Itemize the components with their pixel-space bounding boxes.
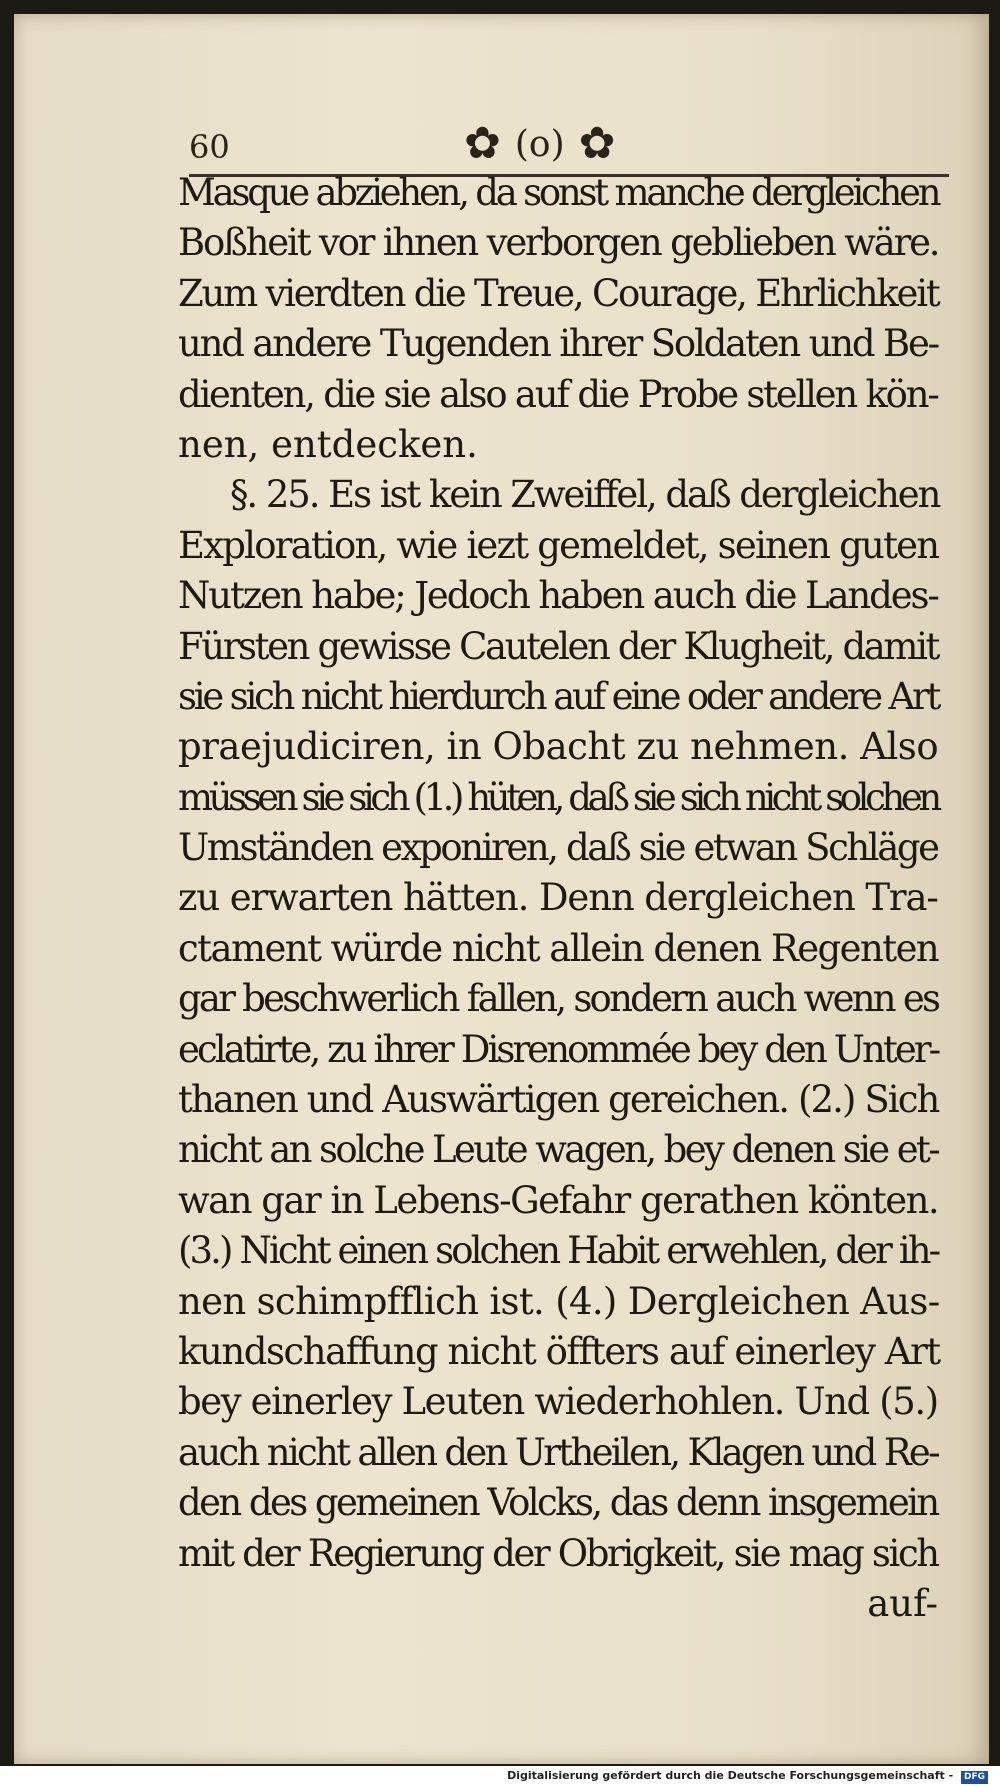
header-center-mark: (o) (514, 123, 565, 165)
text-line: den des gemeinen Volcks, das denn insgemein (178, 1481, 938, 1525)
text-line: nicht an solche Leute wagen, bey denen sie et- (178, 1128, 939, 1172)
rosette-ornament-right-icon: ✿ (578, 118, 616, 169)
text-line: nen, entdecken. (178, 422, 478, 466)
digitization-credit (0, 1766, 1000, 1786)
page-number: 60 (189, 128, 230, 166)
credit-text: Digitalisierung gefördert durch die Deutsche Forschungsgemeinschaft - (507, 1769, 954, 1782)
page-body-text (178, 168, 938, 1629)
text-line: Boßheit vor ihnen verborgen geblieben wäre. (178, 221, 939, 265)
text-line: Zum vierdten die Treue, Courage, Ehrlichkeit (178, 271, 939, 315)
text-line: thanen und Auswärtigen gereichen. (2.) Sich (178, 1078, 939, 1122)
text-line: Masque abziehen, da sonst manche dergleichen (178, 171, 939, 214)
page-header (189, 118, 949, 170)
text-line: eclatirte, zu ihrer Disrenommée bey den Unter- (178, 1027, 939, 1071)
text-line: bey einerley Leuten wiederhohlen. Und (5.) (178, 1380, 938, 1424)
text-line: sie sich nicht hierdurch auf eine oder andere Art (178, 674, 939, 718)
header-ornament (464, 118, 616, 169)
text-line: kundschaffung nicht öffters auf einerley Art (178, 1329, 940, 1373)
text-line: auch nicht allen den Urtheilen, Klagen und Re- (178, 1430, 938, 1474)
text-line: zu erwarten hätten. Denn dergleichen Tra- (178, 876, 938, 920)
text-line: Nutzen habe; Jedoch haben auch die Landes- (178, 574, 938, 618)
text-line: und andere Tugenden ihrer Soldaten und Be- (178, 322, 938, 366)
catchword: auf- (867, 1581, 938, 1625)
text-line: nen schimpfflich ist. (4.) Dergleichen Aus- (178, 1279, 940, 1323)
text-line: Fürsten gewisse Cautelen der Klugheit, damit (178, 624, 939, 668)
text-line: Exploration, wie iezt gemeldet, seinen guten (178, 523, 939, 567)
text-line: praejudiciren, in Obacht zu nehmen. Also (178, 725, 939, 769)
text-line: wan gar in Lebens-Gefahr gerathen könten. (178, 1178, 939, 1222)
text-line: ctament würde nicht allein denen Regenten (178, 926, 939, 970)
text-line: dienten, die sie also auf die Probe stellen kön- (178, 372, 938, 416)
text-line: (3.) Nicht einen solchen Habit erwehlen, der ih- (178, 1229, 939, 1273)
text-line: Umständen exponiren, daß sie etwan Schläge (178, 826, 938, 870)
paragraph-start-line: §. 25. Es ist kein Zweiffel, daß dergleichen (230, 473, 940, 517)
text-line: müssen sie sich (1.) hüten, daß sie sich nicht solchen (178, 775, 938, 819)
text-line: mit der Regierung der Obrigkeit, sie mag sich (178, 1531, 938, 1575)
dfg-logo-icon: DFG (961, 1771, 988, 1784)
rosette-ornament-left-icon: ✿ (464, 118, 501, 169)
text-line: gar beschwerlich fallen, sondern auch wenn es (178, 977, 939, 1021)
